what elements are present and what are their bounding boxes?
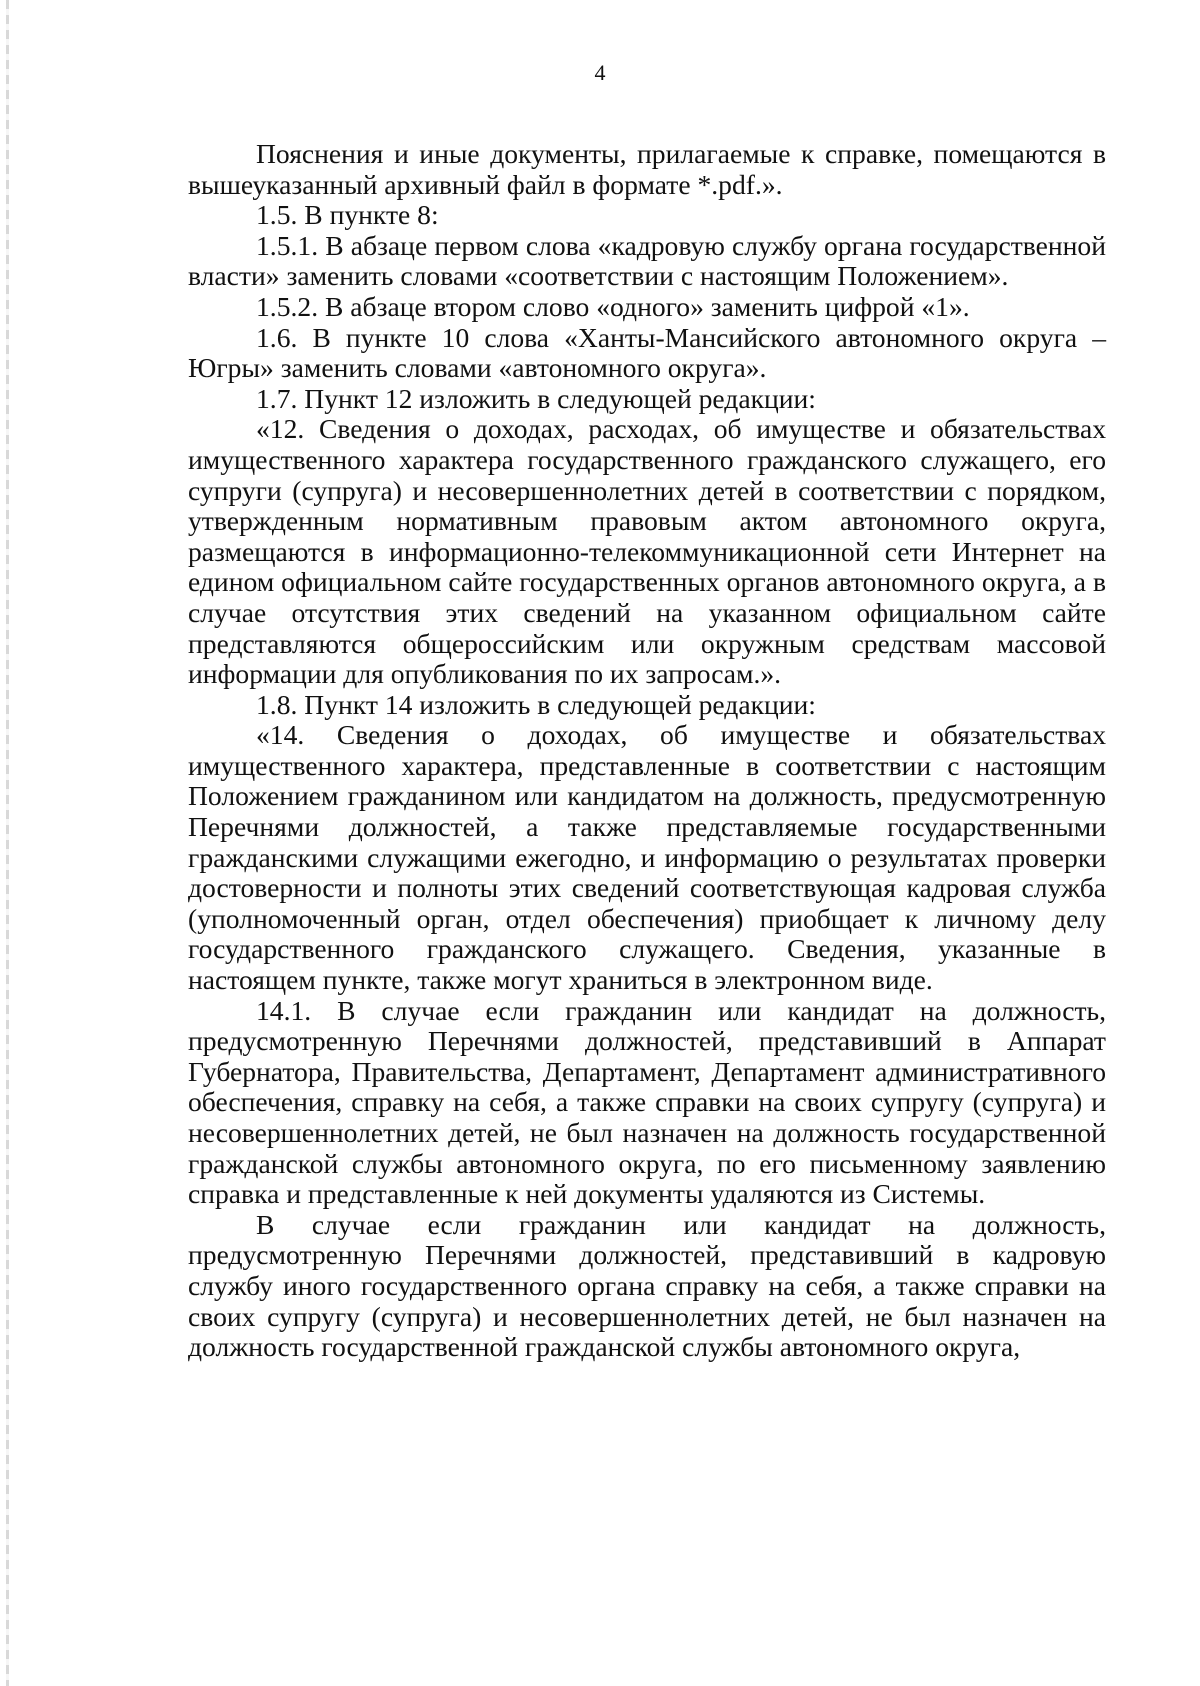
paragraph-1-8: 1.8. Пункт 14 изложить в следующей редакции: (256, 688, 816, 720)
paragraph-14: «14. Сведения о доходах, об имуществе и обязательствах имущественного характера, представленные в соответствии с настоящим Положением гражданином или кандидатом на должность, предусмотренную Перечнями должностей, а также представляемые государственными гражданскими служащими ежегодно, и информацию о результатах проверки достоверности и полноты этих сведений соответствующая кадровая служба (уполномоченный орган, отдел обеспечения) приобщает к личному делу государственного гражданского служащего. Сведения, указанные в настоящем пункте, также могут храниться в электронном виде. (188, 719, 1106, 996)
paragraph-other-agency: В случае если гражданин или кандидат на должность, предусмотренную Перечнями должностей, представивший в кадровую службу иного государственного органа справку на себя, а также справки на своих супругу (супруга) и несовершеннолетних детей, не был назначен на должность государственной гражданской службы автономного округа, (188, 1208, 1106, 1363)
paragraph-12: «12. Сведения о доходах, расходах, об имуществе и обязательствах имущественного характера государственного гражданского служащего, его супруги (супруга) и несовершеннолетних детей в соответствии с порядком, утвержденным нормативным правовым актом автономного округа, размещаются в информационно-телекоммуникационной сети Интернет на едином официальном сайте государственных органов автономного округа, а в случае отсутствия этих сведений на указанном официальном сайте представляются общероссийским или окружным средствам массовой информации для опубликования по их запросам.». (188, 413, 1106, 690)
paragraph-1-5-2: 1.5.2. В абзаце втором слово «одного» заменить цифрой «1». (256, 290, 970, 322)
paragraph-attachments-note: Пояснения и иные документы, прилагаемые к справке, помещаются в вышеуказанный архивный файл в формате *.pdf.». (188, 138, 1106, 200)
paragraph-14-1: 14.1. В случае если гражданин или кандидат на должность, предусмотренную Перечнями должностей, представивший в Аппарат Губернатора, Правительства, Департамент, Департамент административного обеспечения, справку на себя, а также справки на своих супругу (супруга) и несовершеннолетних детей, не был назначен на должность государственной гражданской службы автономного округа, по его письменному заявлению справка и представленные к ней документы удаляются из Системы. (188, 994, 1106, 1210)
paragraph-1-5: 1.5. В пункте 8: (256, 199, 439, 231)
scan-edge-artifact (6, 0, 9, 1686)
paragraph-1-6: 1.6. В пункте 10 слова «Ханты-Мансийского автономного округа – Югры» заменить словами «автономного округа». (188, 321, 1106, 384)
page-number: 4 (594, 60, 606, 85)
paragraph-1-5-1: 1.5.1. В абзаце первом слова «кадровую службу органа государственной власти» заменить словами «соответствии с настоящим Положением». (188, 229, 1106, 292)
document-body (188, 139, 1106, 1363)
paragraph-1-7: 1.7. Пункт 12 изложить в следующей редакции: (256, 382, 816, 414)
